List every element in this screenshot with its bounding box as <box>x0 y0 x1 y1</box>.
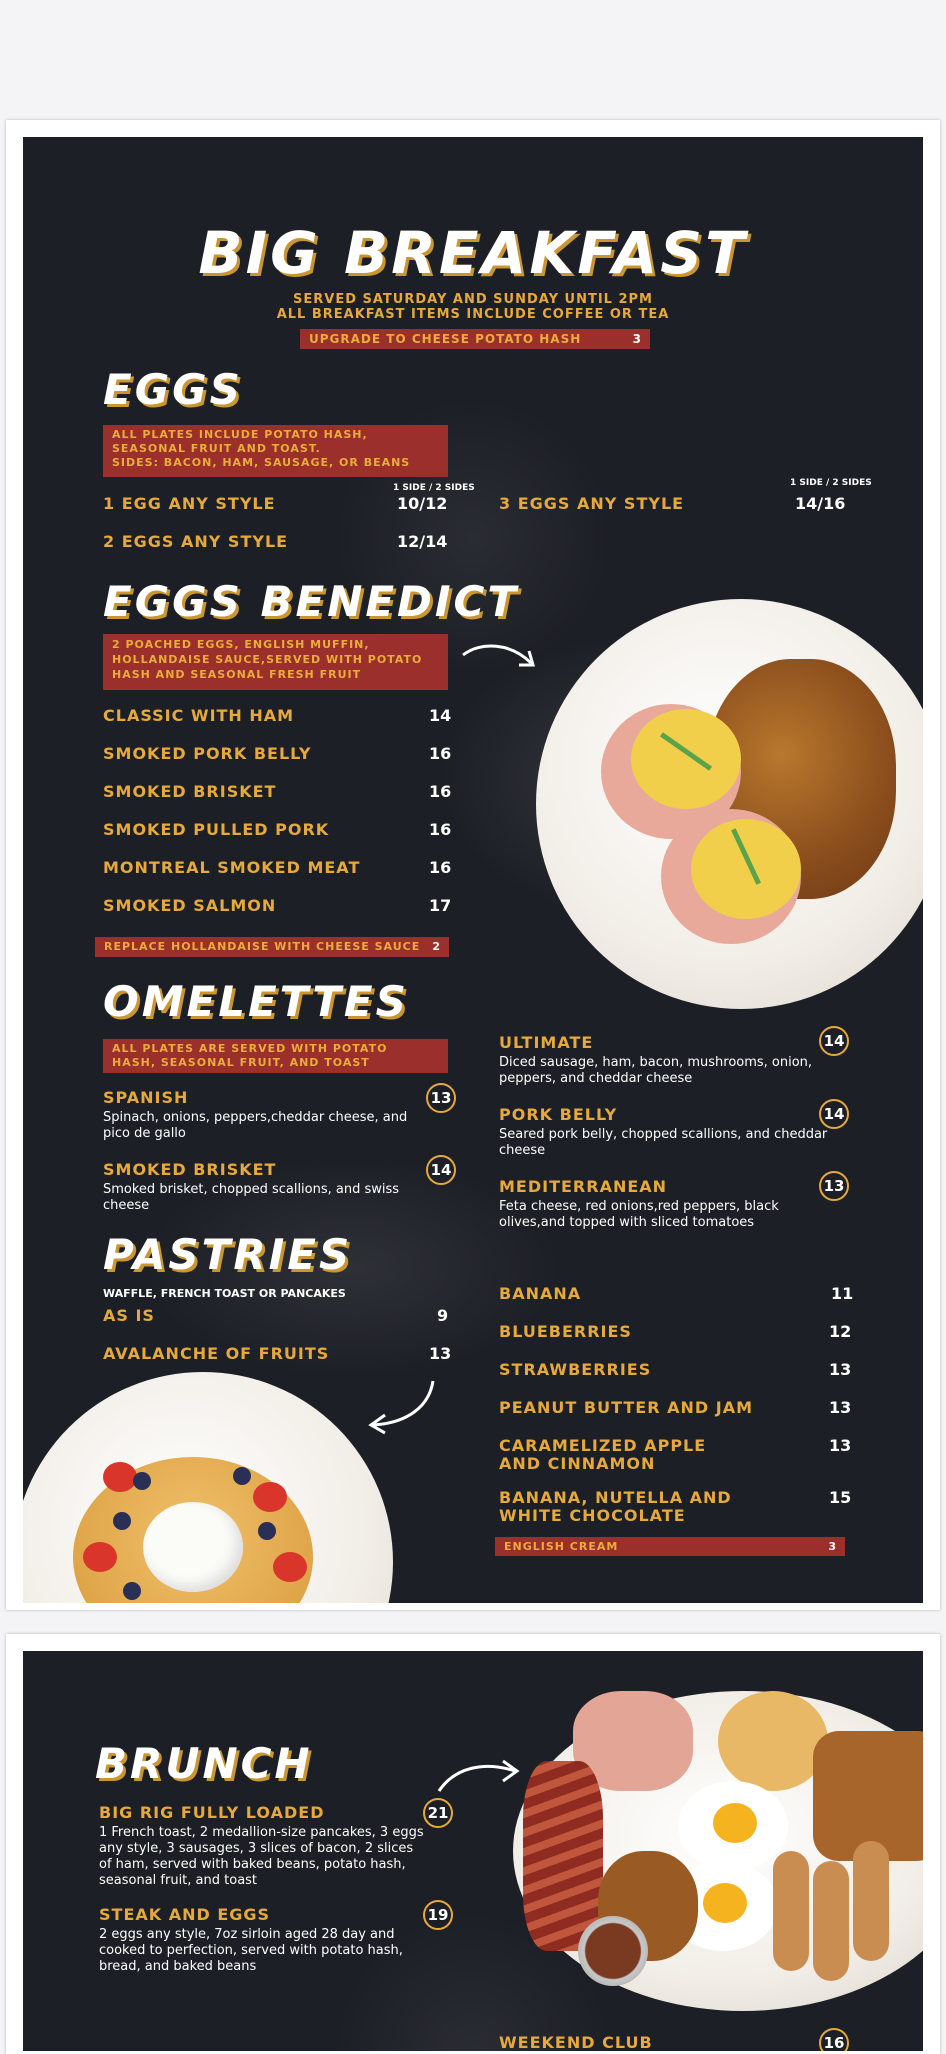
menu-item-description <box>99 1825 439 1889</box>
description-line: any style, 3 sausages, 3 slices of bacon, 2 slices <box>99 1841 414 1856</box>
coffee-note: ALL BREAKFAST ITEMS INCLUDE COFFEE OR TEA <box>276 307 670 322</box>
menu-item-price: 16 <box>429 858 452 877</box>
replace-sauce-bar <box>95 937 449 957</box>
menu-item-name: SPANISH <box>103 1088 189 1107</box>
fried-egg-image <box>678 1781 788 1871</box>
menu-item-name: SMOKED PORK BELLY <box>103 744 312 763</box>
page-title: BIG BREAKFAST <box>198 219 748 287</box>
sausage-image <box>813 1861 849 1981</box>
menu-item-description <box>499 1055 859 1087</box>
curved-arrow-icon <box>363 1377 443 1437</box>
pancake-image <box>718 1691 828 1791</box>
description-line: bread, and baked beans <box>99 1959 257 1974</box>
menu-item-description <box>499 1127 859 1159</box>
strawberry-image <box>103 1462 137 1492</box>
brunch-heading: BRUNCH <box>95 1739 313 1788</box>
benedict-note-line: HOLLANDAISE SAUCE,SERVED WITH POTATO <box>112 653 423 666</box>
eggs-note-line: SEASONAL FRUIT AND TOAST. <box>112 442 321 455</box>
menu-item-price: 13 <box>429 1344 452 1363</box>
description-line: cooked to perfection, served with potato hash, <box>99 1943 403 1958</box>
menu-page-1 <box>6 120 940 1610</box>
strawberry-image <box>83 1542 117 1572</box>
menu-item-name: 2 EGGS ANY STYLE <box>103 532 289 551</box>
menu-item-price: 9 <box>437 1306 449 1325</box>
blueberry-image <box>133 1472 151 1490</box>
menu-item-price: 16 <box>429 744 452 763</box>
english-cream-label: ENGLISH CREAM <box>504 1540 619 1553</box>
menu-item-price: 16 <box>429 782 452 801</box>
benedict-heading: EGGS BENEDICT <box>103 577 520 626</box>
curved-arrow-icon <box>435 1755 521 1799</box>
price-badge: 16 <box>819 2028 849 2051</box>
price-badge: 13 <box>819 1171 849 1201</box>
blueberry-image <box>258 1522 276 1540</box>
menu-item-price: 11 <box>831 1284 854 1303</box>
sausage-image <box>853 1841 889 1961</box>
strawberry-image <box>253 1482 287 1512</box>
omelettes-note-bar <box>103 1039 448 1073</box>
chalkboard-page-2 <box>23 1651 923 2051</box>
benedict-note-line: HASH AND SEASONAL FRESH FRUIT <box>112 668 362 681</box>
menu-item-description <box>99 1927 439 1975</box>
menu-item-price: 14 <box>429 706 452 725</box>
replace-sauce-price: 2 <box>432 940 441 953</box>
menu-item-price: 12/14 <box>397 532 448 551</box>
menu-item-name: 1 EGG ANY STYLE <box>103 494 276 513</box>
pancake-plate-photo <box>23 1372 393 1603</box>
omelettes-note-line: HASH, SEASONAL FRUIT, AND TOAST <box>112 1056 370 1069</box>
english-cream-price: 3 <box>828 1540 837 1553</box>
chalkboard-page-1 <box>23 137 923 1603</box>
price-badge: 14 <box>819 1026 849 1056</box>
big-breakfast-plate-photo <box>513 1691 923 2011</box>
description-line: 1 French toast, 2 medallion-size pancakes, 3 eggs <box>99 1825 424 1840</box>
menu-item-name: BANANA <box>499 1284 582 1303</box>
price-badge: 14 <box>819 1099 849 1129</box>
eggs-benedict-plate-photo <box>536 599 923 1009</box>
sausage-image <box>773 1851 809 1971</box>
description-line: Diced sausage, ham, bacon, mushrooms, onion, <box>499 1055 813 1070</box>
upgrade-label: UPGRADE TO CHEESE POTATO HASH <box>309 332 582 346</box>
menu-item-description <box>499 1199 859 1231</box>
description-line: of ham, served with baked beans, potato hash, <box>99 1857 406 1872</box>
menu-item-name: WEEKEND CLUB <box>499 2033 653 2051</box>
menu-item-price: 17 <box>429 896 452 915</box>
price-badge: 21 <box>423 1798 453 1828</box>
pastries-subtitle: WAFFLE, FRENCH TOAST OR PANCAKES <box>103 1287 346 1300</box>
menu-item-name: SMOKED PULLED PORK <box>103 820 330 839</box>
menu-item-name: STEAK AND EGGS <box>99 1905 271 1924</box>
egg-yolk-image <box>713 1803 757 1843</box>
description-line: Spinach, onions, peppers,cheddar cheese, and <box>103 1110 408 1125</box>
menu-item-price: 13 <box>829 1436 852 1455</box>
menu-item-name: CLASSIC WITH HAM <box>103 706 295 725</box>
description-line: pico de gallo <box>103 1126 186 1141</box>
description-line: olives,and topped with sliced tomatoes <box>499 1215 755 1230</box>
description-line: cheese <box>103 1198 150 1213</box>
menu-item-name: PEANUT BUTTER AND JAM <box>499 1398 753 1417</box>
menu-item-description <box>103 1182 433 1214</box>
menu-item-name: MEDITERRANEAN <box>499 1177 668 1196</box>
omelettes-heading: OMELETTES <box>103 977 409 1026</box>
description-line: Feta cheese, red onions,red peppers, black <box>499 1199 779 1214</box>
description-line: peppers, and cheddar cheese <box>499 1071 693 1086</box>
pastries-heading: PASTRIES <box>103 1230 353 1279</box>
price-badge: 14 <box>426 1155 456 1185</box>
menu-item-price: 13 <box>829 1398 852 1417</box>
hollandaise-image <box>691 819 801 919</box>
strawberry-image <box>273 1552 307 1582</box>
menu-item-name: AND CINNAMON <box>499 1454 656 1473</box>
menu-item-price: 10/12 <box>397 494 448 513</box>
menu-item-name: SMOKED BRISKET <box>103 782 277 801</box>
description-line: cheese <box>499 1143 546 1158</box>
menu-item-name: PORK BELLY <box>499 1105 618 1124</box>
menu-item-price: 15 <box>829 1488 852 1507</box>
menu-item-price: 14/16 <box>795 494 846 513</box>
curved-arrow-icon <box>459 637 539 677</box>
sides-header: 1 SIDE / 2 SIDES <box>393 483 475 493</box>
description-line: 2 eggs any style, 7oz sirloin aged 28 day and <box>99 1927 395 1942</box>
description-line: seasonal fruit, and toast <box>99 1873 258 1888</box>
menu-item-name: BLUEBERRIES <box>499 1322 632 1341</box>
eggs-note-line: ALL PLATES INCLUDE POTATO HASH, <box>112 428 368 441</box>
menu-item-name: MONTREAL SMOKED MEAT <box>103 858 361 877</box>
menu-item-price: 12 <box>829 1322 852 1341</box>
menu-item-price: 13 <box>829 1360 852 1379</box>
blueberry-image <box>113 1512 131 1530</box>
menu-page-2 <box>6 1634 940 2054</box>
benedict-note-bar <box>103 634 448 690</box>
menu-item-name: WHITE CHOCOLATE <box>499 1506 686 1525</box>
price-badge: 13 <box>426 1083 456 1113</box>
menu-item-name: SMOKED BRISKET <box>103 1160 277 1179</box>
upgrade-price: 3 <box>632 332 642 346</box>
hours-note: SERVED SATURDAY AND SUNDAY UNTIL 2PM <box>293 292 653 307</box>
menu-item-name: CARAMELIZED APPLE <box>499 1436 707 1455</box>
eggs-note-line: SIDES: BACON, HAM, SAUSAGE, OR BEANS <box>112 456 411 469</box>
description-line: Seared pork belly, chopped scallions, and cheddar <box>499 1127 828 1142</box>
blueberry-image <box>123 1582 141 1600</box>
description-line: Smoked brisket, chopped scallions, and swiss <box>103 1182 400 1197</box>
menu-item-name: STRAWBERRIES <box>499 1360 652 1379</box>
menu-item-name: AS IS <box>103 1306 155 1325</box>
menu-item-name: SMOKED SALMON <box>103 896 277 915</box>
price-badge: 19 <box>423 1900 453 1930</box>
menu-item-name: BIG RIG FULLY LOADED <box>99 1803 325 1822</box>
menu-item-description <box>103 1110 433 1142</box>
eggs-note-bar <box>103 425 448 477</box>
sides-header: 1 SIDE / 2 SIDES <box>790 478 872 488</box>
whipped-cream-image <box>143 1502 243 1592</box>
menu-item-price: 16 <box>429 820 452 839</box>
upgrade-bar <box>300 329 650 349</box>
replace-sauce-label: REPLACE HOLLANDAISE WITH CHEESE SAUCE <box>104 940 421 953</box>
menu-item-name: ULTIMATE <box>499 1033 594 1052</box>
menu-item-name: BANANA, NUTELLA AND <box>499 1488 732 1507</box>
omelettes-note-line: ALL PLATES ARE SERVED WITH POTATO <box>112 1042 388 1055</box>
english-cream-bar <box>495 1537 845 1556</box>
hollandaise-image <box>631 709 741 809</box>
menu-item-name: AVALANCHE OF FRUITS <box>103 1344 330 1363</box>
menu-item-name: 3 EGGS ANY STYLE <box>499 494 685 513</box>
benedict-note-line: 2 POACHED EGGS, ENGLISH MUFFIN, <box>112 638 370 651</box>
baked-beans-image <box>578 1916 648 1986</box>
eggs-heading: EGGS <box>103 365 243 414</box>
egg-yolk-image <box>703 1883 747 1923</box>
blueberry-image <box>233 1467 251 1485</box>
